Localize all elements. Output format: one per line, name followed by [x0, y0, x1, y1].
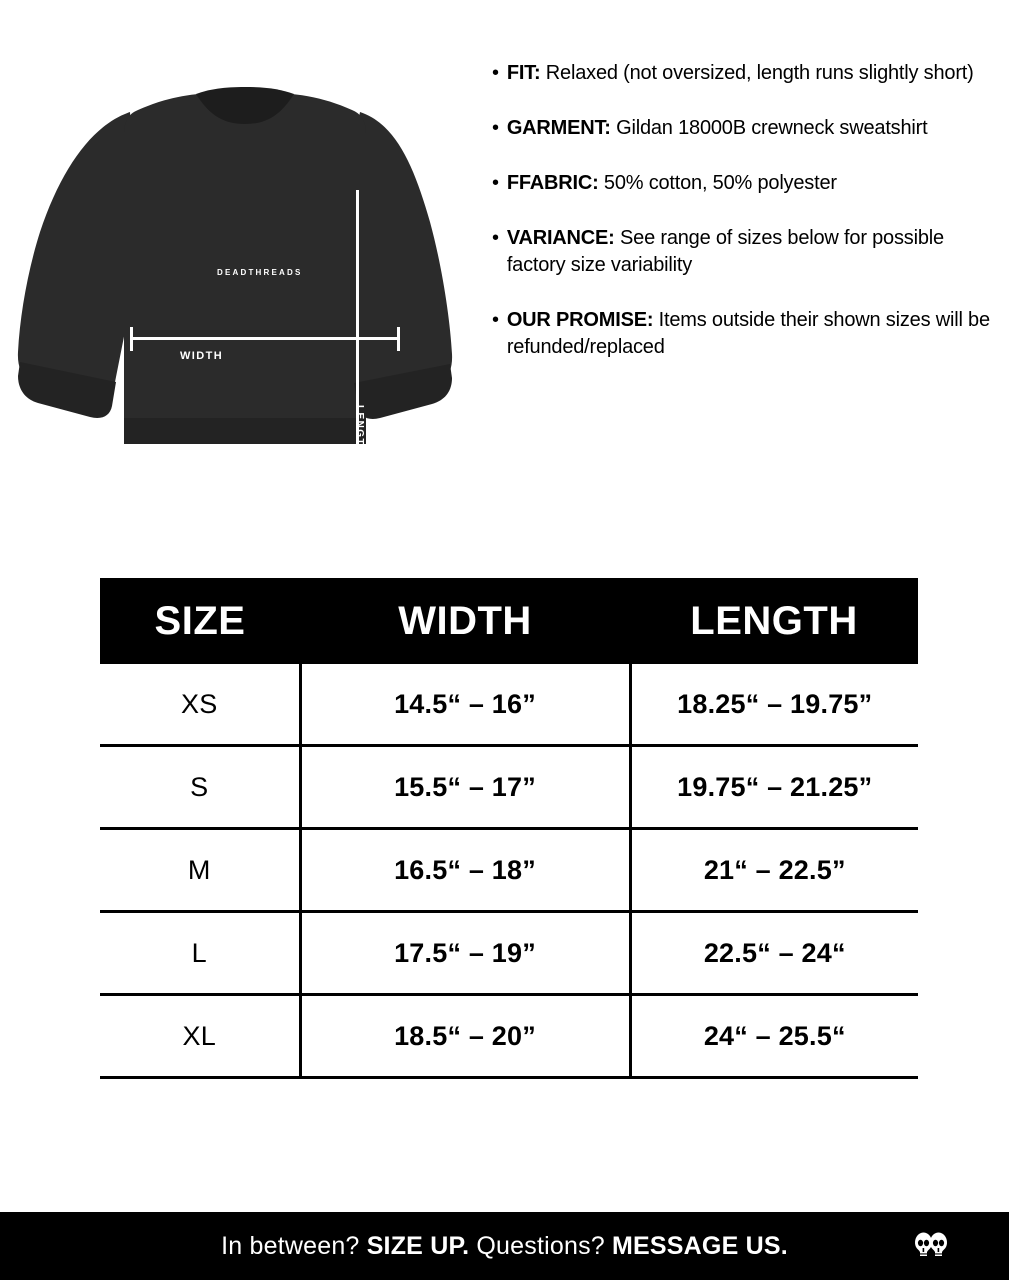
list-item: [492, 60, 1002, 87]
footer-banner: [0, 1212, 1009, 1280]
cell-size: S: [100, 746, 300, 829]
cell-width: 17.5“ – 19”: [300, 912, 630, 995]
cell-width: 18.5“ – 20”: [300, 995, 630, 1078]
cell-length: 21“ – 22.5”: [630, 829, 918, 912]
column-header-size: SIZE: [100, 578, 300, 664]
cell-length: 18.25“ – 19.75”: [630, 664, 918, 746]
bullet-label: GARMENT:: [506, 117, 611, 139]
footer-part-2: SIZE UP.: [366, 1231, 470, 1260]
bullet-dot-icon: •: [492, 62, 499, 84]
column-header-length: LENGTH: [630, 578, 918, 664]
table-row: [100, 829, 918, 912]
bullet-body: See range of sizes below for possible factory size variability: [506, 227, 944, 276]
cell-length: 24“ – 25.5“: [630, 995, 918, 1078]
width-label: WIDTH: [180, 350, 224, 362]
bullet-dot-icon: •: [492, 172, 499, 194]
bullet-text: [507, 60, 1002, 87]
footer-message: [221, 1232, 788, 1261]
size-table: [100, 578, 918, 1079]
bullet-body: Gildan 18000B crewneck sweatshirt: [610, 117, 928, 139]
bullet-label: FFABRIC:: [506, 172, 599, 194]
garment-illustration: [10, 70, 480, 470]
length-label: LENGTH: [354, 405, 365, 455]
width-tick-right: [397, 327, 400, 351]
cell-size: XS: [100, 664, 300, 746]
size-chart: [100, 578, 918, 1079]
bullet-text: [507, 170, 1002, 197]
product-info-section: [0, 0, 1009, 540]
footer-part-1: In between?: [221, 1231, 367, 1260]
list-item: [492, 225, 1002, 279]
bullet-label: FIT:: [506, 62, 541, 84]
cell-size: L: [100, 912, 300, 995]
table-row: [100, 995, 918, 1078]
footer-part-3: Questions?: [469, 1231, 613, 1260]
bullet-text: [507, 307, 1002, 361]
width-measure-line: [130, 337, 400, 340]
length-measure-line: [356, 190, 359, 520]
bullet-dot-icon: •: [492, 309, 499, 331]
spec-bullet-list: [492, 60, 1002, 389]
cell-width: 16.5“ – 18”: [300, 829, 630, 912]
cell-width: 14.5“ – 16”: [300, 664, 630, 746]
bullet-dot-icon: •: [492, 117, 499, 139]
cell-length: 22.5“ – 24“: [630, 912, 918, 995]
column-header-width: WIDTH: [300, 578, 630, 664]
cell-length: 19.75“ – 21.25”: [630, 746, 918, 829]
table-row: [100, 912, 918, 995]
bullet-body: Items outside their shown sizes will be refunded/replaced: [506, 309, 990, 358]
width-tick-left: [130, 327, 133, 351]
brand-mark: DEADTHREADS: [217, 268, 303, 277]
bullet-text: [507, 115, 1002, 142]
bullet-body: Relaxed (not oversized, length runs slightly short): [540, 62, 974, 84]
bullet-text: [507, 225, 1002, 279]
table-header-row: [100, 578, 918, 664]
list-item: [492, 170, 1002, 197]
skull-logo-icon: [911, 1230, 951, 1262]
table-row: [100, 664, 918, 746]
bullet-label: VARIANCE:: [506, 227, 615, 249]
table-row: [100, 746, 918, 829]
bullet-body: 50% cotton, 50% polyester: [598, 172, 837, 194]
cell-width: 15.5“ – 17”: [300, 746, 630, 829]
bullet-label: OUR PROMISE:: [506, 309, 654, 331]
footer-part-4: MESSAGE US.: [612, 1231, 788, 1260]
list-item: [492, 307, 1002, 361]
cell-size: XL: [100, 995, 300, 1078]
list-item: [492, 115, 1002, 142]
cell-size: M: [100, 829, 300, 912]
bullet-dot-icon: •: [492, 227, 499, 249]
